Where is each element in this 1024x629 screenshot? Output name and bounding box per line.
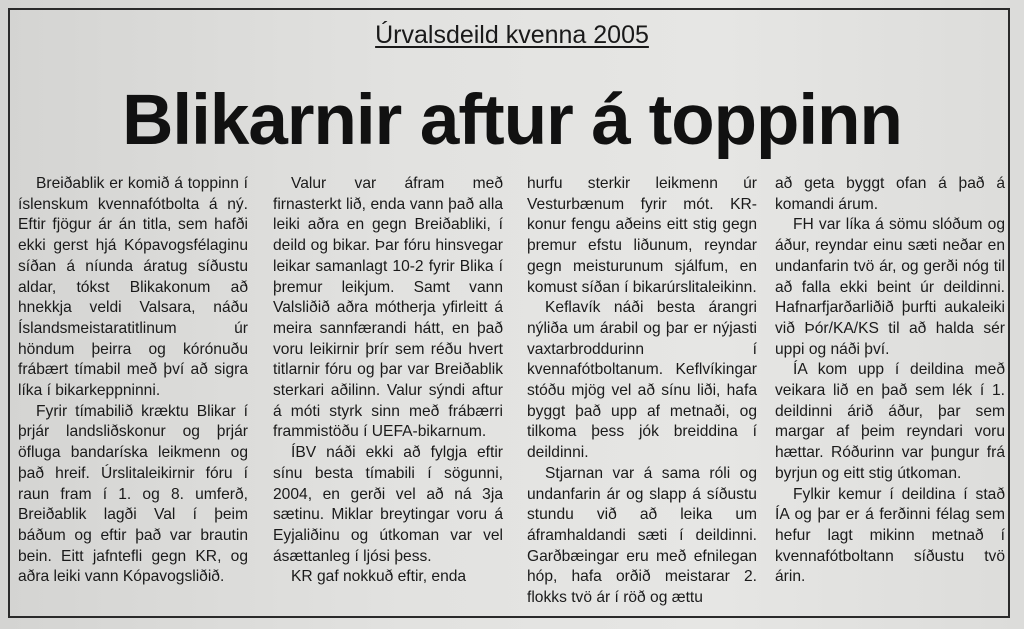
paragraph: ÍBV náði ekki að fylgja eftir sínu besta tímabili í sögunni, 2004, en gerði vel að ná 3ja sætinu. Miklar breytingar voru á Eyjaliðinu og útkoman var vel ásættanleg í ljósi þess. [273,444,503,565]
paragraph: Keflavík náði besta árangri nýliða um árabil og þar er nýjasti vaxtarbroddurinn í kvennafótboltanum. Keflvíkingar stóðu mjög vel að sínu liði, hafa byggt það upp af metnaði, og tilkoma þess jók breiddina í deildinni. [527,299,757,462]
article-column-1 [18,174,248,588]
article-kicker [0,20,1024,50]
paragraph: ÍA kom upp í deildina með veikara lið en það sem lék í 1. deildinni árið áður, þar sem margar af þeim reyndari voru hættar. Róðurinn var þungur frá byrjun og eitt stig útkoman. [775,361,1005,482]
paragraph: KR gaf nokkuð eftir, enda [291,568,467,586]
paragraph: að geta byggt ofan á það á komandi árum. [775,175,1005,213]
article-headline: Blikarnir aftur á toppinn [122,81,902,160]
paragraph: Breiðablik er komið á toppinn í íslenskum kvennafótbolta á ný. Eftir fjögur ár án titla, sem hafði ekki gerst hjá Kópavogsfélaginu síðan á níunda áratug síðustu aldar, tókst Blikakonum að hnekkja veldi Valsara, náðu Íslandsmeistaratitlinum úr höndum þeirra og kórónuðu frábært tímabil með því að sigra líka í bikarkeppninni. [18,175,248,400]
paragraph: Stjarnan var á sama róli og undanfarin ár og slapp á síðustu stundu við að leika um áframhaldandi sæti í deildinni. Garðbæingar eru með efnilegan hóp, hafa orðið meistarar 2. flokks tvö ár í röð og ættu [527,464,757,607]
paragraph: Fylkir kemur í deildina í stað ÍA og þar er á ferðinni félag sem hefur lagt mikinn metnað í kvennafótboltann síðustu tvö árin. [775,485,1005,586]
paragraph: hurfu sterkir leikmenn úr Vesturbænum fyrir mót. KR-konur fengu aðeins eitt stig gegn þremur efstu liðunum, reyndar gegn meisturunum sjálfum, en komust síðan í bikarúrslitaleikinn. [527,175,757,296]
article-column-2 [273,174,503,588]
paragraph: FH var líka á sömu slóðum og áður, reyndar einu sæti neðar en undanfarin tvö ár, og gerði nóg til að falla ekki beint úr deildinni. Hafnarfjarðarliðið þurfti aukaleiki við Þór/KA/KS til að halda sér uppi og náði því. [775,216,1005,358]
paragraph: Fyrir tímabilið kræktu Blikar í þrjár landsliðskonur og þrjár öfluga bandaríska leikmenn og það hreif. Úrslitaleikirnir fóru í raun fram í 1. og 8. umferð, Breiðablik lagði Val í þeim báðum og eftir það var brautin bein. Eitt jafntefli gegn KR, og aðra leiki vann Kópavogsliðið. [18,402,248,586]
kicker-text: Úrvalsdeild kvenna 2005 [375,21,649,49]
article-column-4 [775,174,1005,588]
article-column-3 [527,174,757,609]
paragraph: Valur var áfram með firnasterkt lið, enda vann það alla leiki aðra en gegn Breiðabliki, í deild og bikar. Þar fóru hinsvegar leikar samanlagt 10-2 fyrir Blika í þremur leikjum. Samt vann Valsliðið aðra mótherja yfirleitt á meira sannfærandi hátt, en það voru leikirnir þrír sem réðu hvert titlarnir fóru og þar var Breiðablik sterkari aðilinn. Valur sýndi aftur á móti styrk sinn með frábærri frammistöðu í UEFA-bikarnum. [273,175,503,441]
